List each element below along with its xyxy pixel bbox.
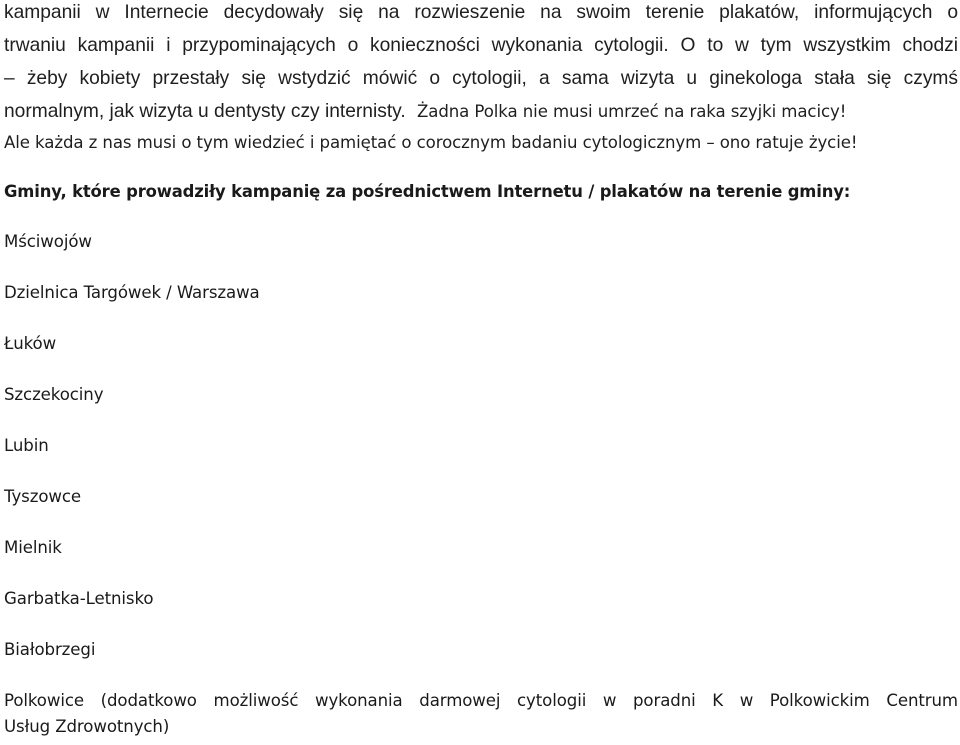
gmina-item: Łuków [4,334,57,353]
gmina-item: Dzielnica Targówek / Warszawa [4,283,260,302]
gmina-item: Tyszowce [4,487,81,506]
intro-paragraph-line-1 [4,0,958,26]
gmina-item: Białobrzegi [4,640,96,659]
gmina-item: Garbatka-Letnisko [4,589,154,608]
gmina-item-polkowice [4,688,958,740]
intro-text-line-3: – żeby kobiety przestały się wstydzić mówić o cytologii, a sama wizyta u ginekologa stała się czymś [4,68,958,89]
gmina-item: Mielnik [4,538,62,557]
intro-paragraph-line-4 [4,99,846,125]
gmina-polkowice-line-2: Usług Zdrowotnych) [4,717,170,736]
intro-text-line-5: Ale każda z nas musi o tym wiedzieć i pamiętać o corocznym badaniu cytologicznym – ono ratuje życie! [4,133,858,152]
intro-paragraph-line-3 [4,66,958,92]
intro-text-line-4a: normalnym, jak wizyta u dentysty czy internisty. [4,101,406,122]
intro-text-line-1: kampanii w Internecie decydowały się na rozwieszenie na swoim terenie plakatów, informujących o [4,2,958,23]
intro-text-line-4b: Żadna Polka nie musi umrzeć na raka szyjki macicy! [417,102,847,121]
gmina-item: Lubin [4,436,49,455]
intro-text-line-2: trwaniu kampanii i przypominających o konieczności wykonania cytologii. O to w tym wszystkim chodzi [4,35,958,56]
intro-paragraph-line-5 [4,130,857,156]
gminy-heading: Gminy, które prowadziły kampanię za pośrednictwem Internetu / plakatów na terenie gminy: [4,182,851,201]
gmina-polkowice-line-1: Polkowice (dodatkowo możliwość wykonania darmowej cytologii w poradni K w Polkowickim Centrum [4,691,958,710]
gmina-item: Mściwojów [4,232,92,251]
gmina-item: Szczekociny [4,385,104,404]
intro-paragraph-line-2 [4,33,958,59]
